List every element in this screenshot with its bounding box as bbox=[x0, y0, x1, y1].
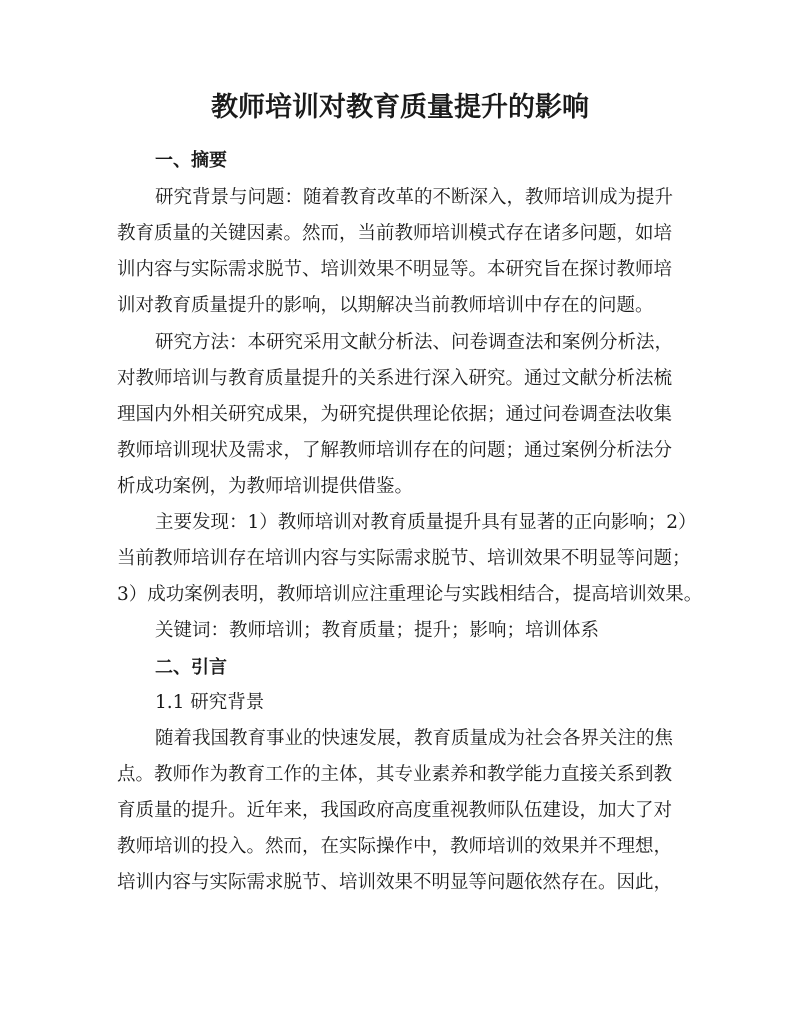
paragraph-line: 主要发现：1）教师培训对教育质量提升具有显著的正向影响；2） bbox=[155, 512, 697, 533]
paragraph-line: 3）成功案例表明，教师培训应注重理论与实践相结合，提高培训效果。 bbox=[117, 584, 703, 605]
keywords-line: 关键词：教师培训；教育质量；提升；影响；培训体系 bbox=[155, 620, 600, 641]
paragraph-line: 对教师培训与教育质量提升的关系进行深入研究。通过文献分析法梳 bbox=[117, 368, 673, 389]
paragraph-line: 培训内容与实际需求脱节、培训效果不明显等问题依然存在。因此， bbox=[117, 872, 673, 893]
paragraph-line: 研究方法：本研究采用文献分析法、问卷调查法和案例分析法， bbox=[155, 332, 674, 353]
abstract-heading: 一、摘要 bbox=[155, 150, 227, 171]
paragraph-line: 当前教师培训存在培训内容与实际需求脱节、培训效果不明显等问题； bbox=[117, 548, 691, 569]
paragraph-line: 教育质量的关键因素。然而，当前教师培训模式存在诸多问题，如培 bbox=[117, 223, 673, 244]
paragraph-line: 教师培训现状及需求，了解教师培训存在的问题；通过案例分析法分 bbox=[117, 440, 673, 461]
paragraph-line: 教师培训的投入。然而，在实际操作中，教师培训的效果并不理想， bbox=[117, 836, 673, 857]
subsection-heading: 1.1 研究背景 bbox=[155, 692, 265, 713]
intro-heading: 二、引言 bbox=[155, 657, 227, 678]
paragraph-line: 训对教育质量提升的影响，以期解决当前教师培训中存在的问题。 bbox=[117, 295, 654, 316]
paragraph-line: 理国内外相关研究成果，为研究提供理论依据；通过问卷调查法收集 bbox=[117, 404, 673, 425]
paragraph-line: 研究背景与问题：随着教育改革的不断深入，教师培训成为提升 bbox=[155, 187, 674, 208]
paragraph-line: 育质量的提升。近年来，我国政府高度重视教师队伍建设，加大了对 bbox=[117, 800, 673, 821]
paragraph-line: 训内容与实际需求脱节、培训效果不明显等。本研究旨在探讨教师培 bbox=[117, 259, 673, 280]
paragraph-line: 点。教师作为教育工作的主体，其专业素养和教学能力直接关系到教 bbox=[117, 764, 673, 785]
document-title: 教师培训对教育质量提升的影响 bbox=[211, 92, 589, 123]
paragraph-line: 随着我国教育事业的快速发展，教育质量成为社会各界关注的焦 bbox=[155, 728, 674, 749]
paragraph-line: 析成功案例，为教师培训提供借鉴。 bbox=[117, 476, 414, 497]
